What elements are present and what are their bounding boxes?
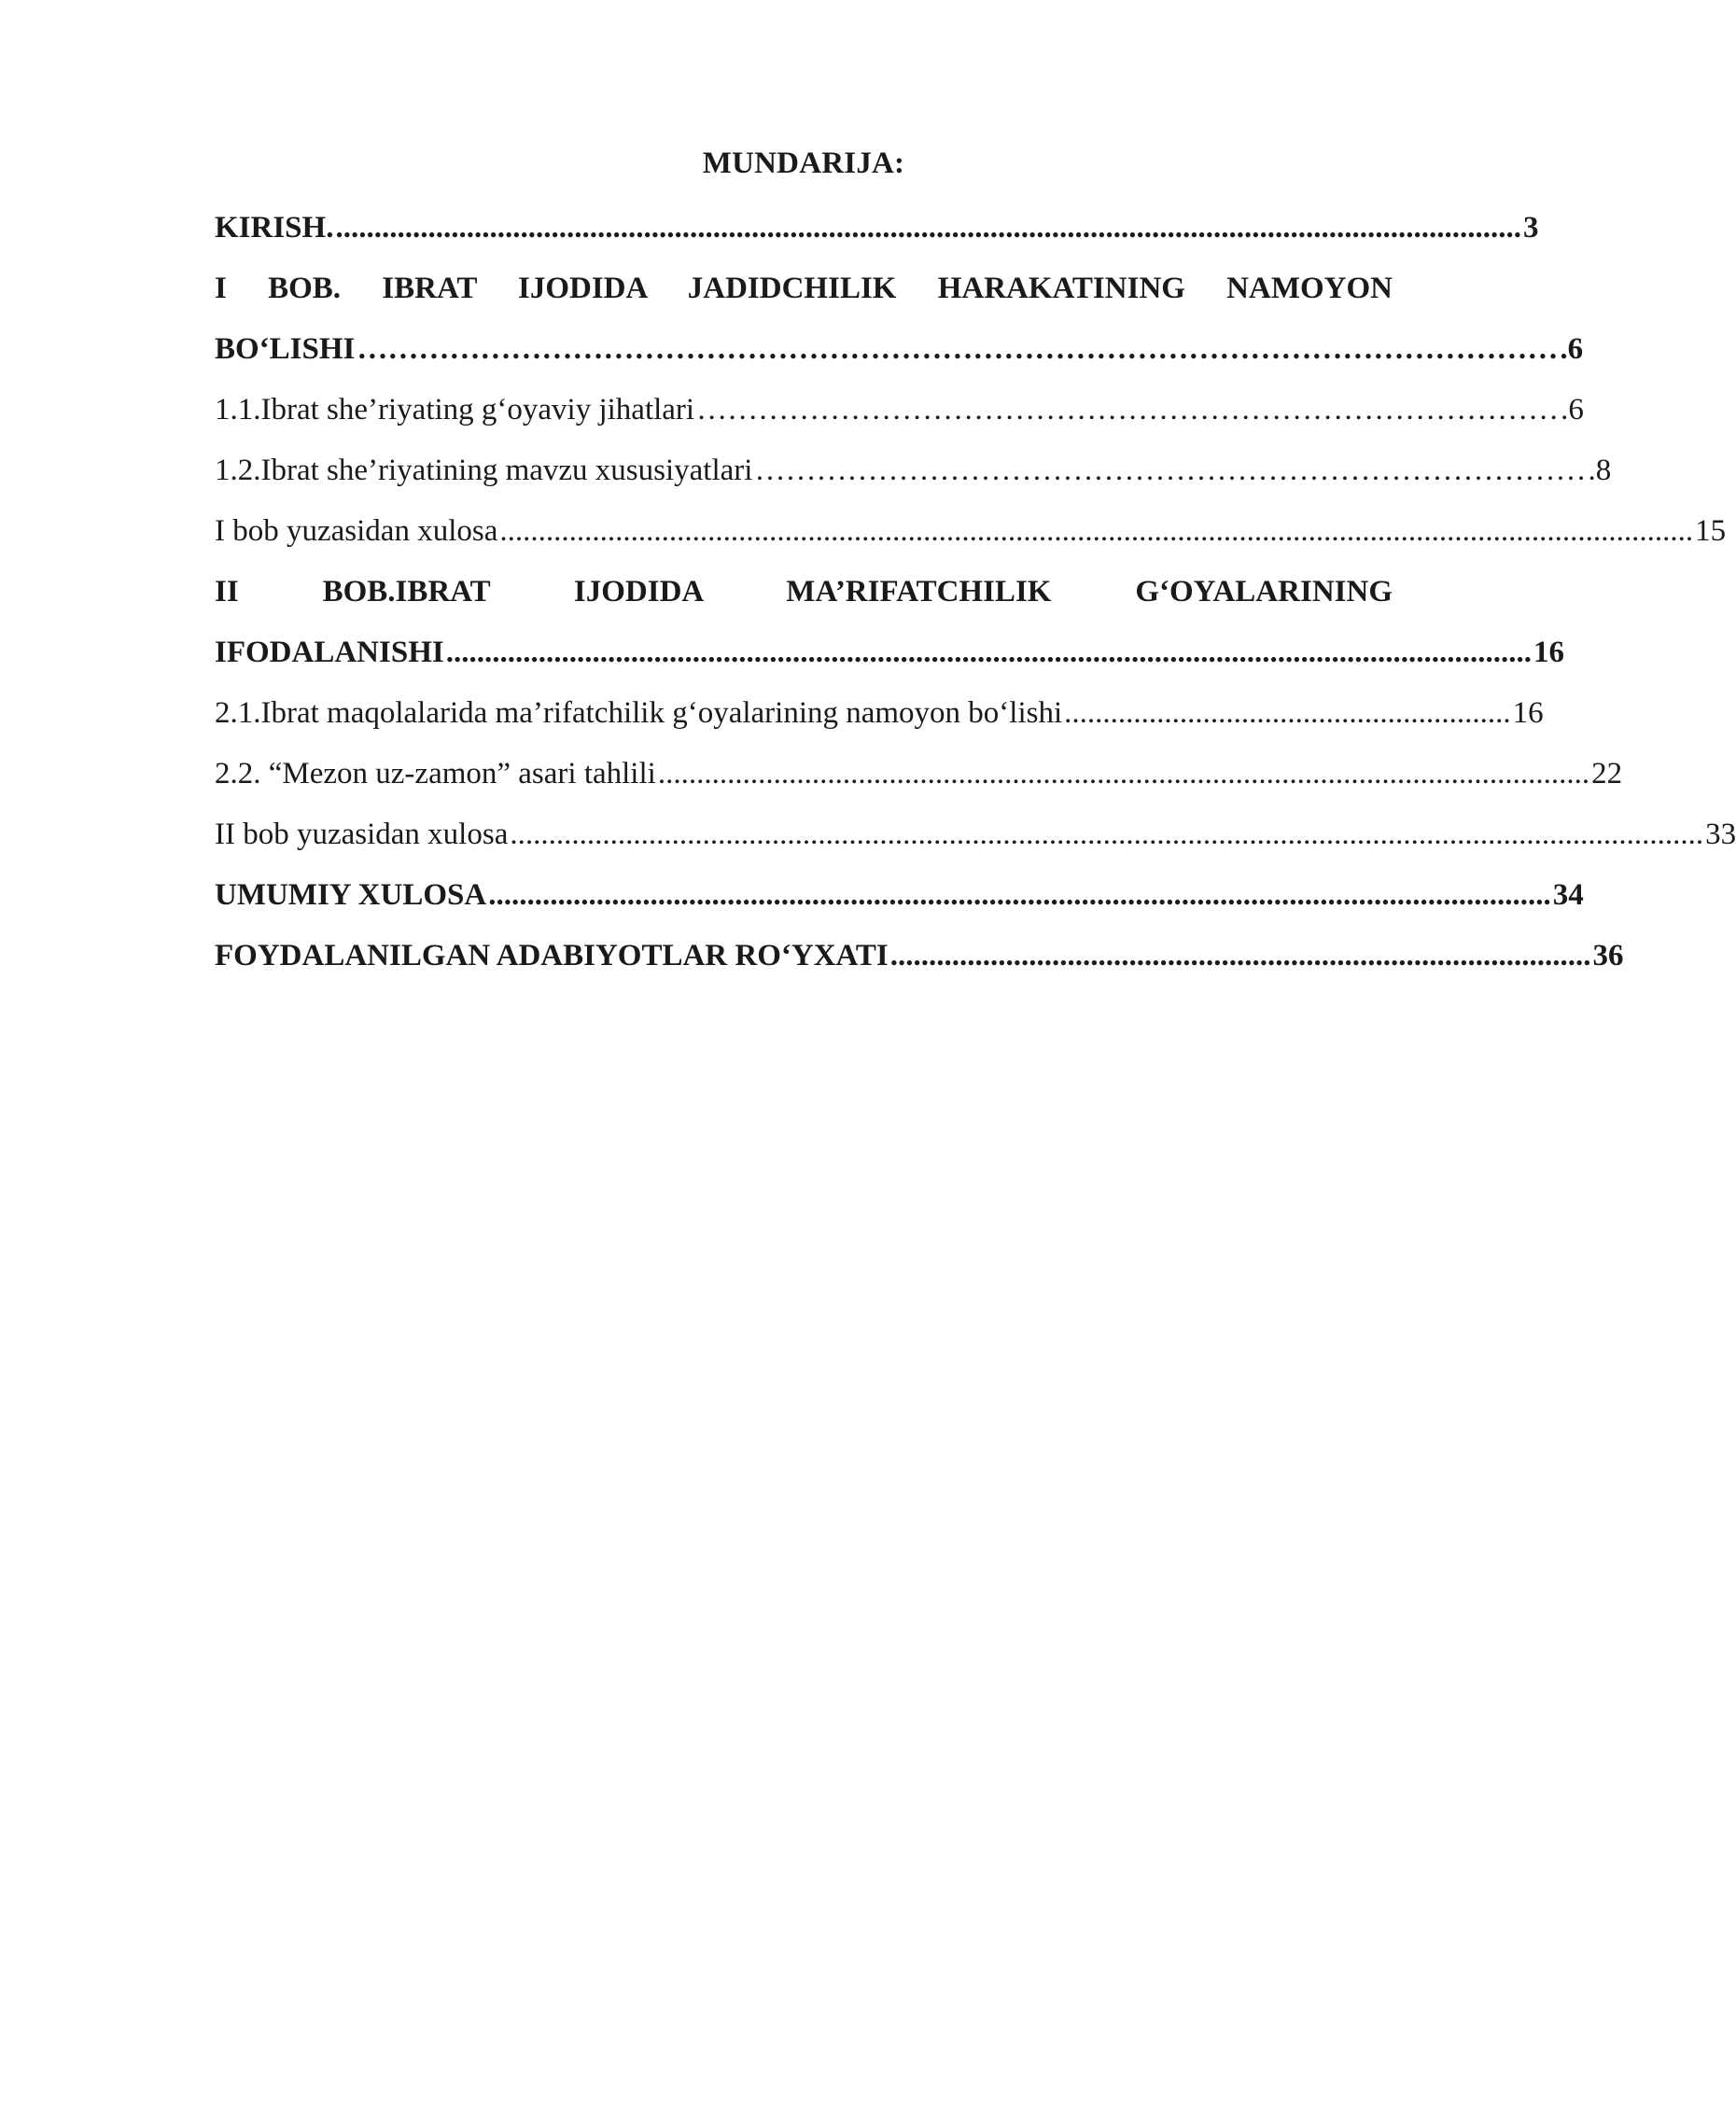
toc-entry[interactable]: [215, 926, 1624, 986]
toc-entry-label: IFODALANISHI: [215, 636, 444, 669]
toc-leader-dots: ..........................................................................................................................................: [488, 878, 1551, 912]
toc-entry[interactable]: [215, 501, 1727, 562]
toc-leader-dots: …………………………………………………………………………: [696, 393, 1560, 427]
toc-entry-label: FOYDALANILGAN ADABIYOTLAR RO‘YXATI: [215, 939, 889, 972]
toc-entry[interactable]: [215, 319, 1584, 380]
toc-entry[interactable]: [215, 804, 1736, 865]
toc-page-number: 16: [1512, 696, 1544, 730]
toc-entry-label: KIRISH.: [215, 211, 334, 245]
table-of-contents: [215, 198, 1736, 986]
toc-page-number: .6: [1561, 393, 1584, 427]
toc-leader-dots: .........................................................................................................................: [657, 757, 1590, 790]
toc-page-number: 3: [1522, 211, 1539, 245]
toc-entry[interactable]: [215, 259, 1393, 319]
toc-title: MUNDARIJA:: [702, 147, 905, 180]
toc-entry[interactable]: [215, 622, 1564, 683]
toc-leader-dots: ...........................................................................................................................................................: [510, 818, 1704, 851]
toc-page-number: 33: [1705, 818, 1736, 851]
toc-entry-label: II BOB.IBRAT IJODIDA MA’RIFATCHILIK G‘OYALARINING: [215, 575, 1393, 608]
toc-page-number: .8: [1588, 454, 1612, 487]
toc-entry-label: BO‘LISHI: [215, 332, 356, 366]
toc-entry-label: II bob yuzasidan xulosa: [215, 818, 509, 851]
toc-entry[interactable]: [215, 441, 1612, 501]
toc-entry-label: I bob yuzasidan xulosa: [215, 514, 498, 548]
toc-entry-label: 1.2.Ibrat she’riyatining mavzu xususiyatlari: [215, 454, 753, 487]
toc-page-number: 36: [1592, 939, 1624, 972]
toc-entry-label: 2.2. “Mezon uz-zamon” asari tahlili: [215, 757, 656, 790]
toc-page-number: .6: [1560, 332, 1584, 366]
toc-leader-dots: ..........................................................: [1064, 696, 1511, 730]
toc-page-number: 15: [1695, 514, 1727, 548]
toc-leader-dots: ...........................................................................................: [889, 939, 1591, 972]
toc-entry[interactable]: [215, 865, 1584, 926]
toc-entry-label: I BOB. IBRAT IJODIDA JADIDCHILIK HARAKATINING NAMOYON: [215, 272, 1393, 305]
toc-entry[interactable]: [215, 683, 1544, 744]
toc-page-number: 22: [1591, 757, 1623, 790]
toc-entry[interactable]: [215, 380, 1584, 441]
toc-page-number: 34: [1552, 878, 1584, 912]
toc-leader-dots: .............................................................................................................................................: [445, 636, 1532, 669]
toc-leader-dots: ...........................................................................................................................................................: [499, 514, 1694, 548]
toc-leader-dots: ………………………………………………………………………: [754, 454, 1587, 487]
toc-leader-dots: ………………………………………………………………………………………………………: [357, 332, 1559, 366]
toc-entry[interactable]: [215, 562, 1393, 622]
toc-entry-label: UMUMIY XULOSA: [215, 878, 487, 912]
toc-entry-label: 2.1.Ibrat maqolalarida ma’rifatchilik g‘oyalarining namoyon bo‘lishi: [215, 696, 1063, 730]
toc-leader-dots: ..........................................................................................................................................................: [335, 211, 1521, 245]
toc-entry[interactable]: [215, 198, 1539, 259]
toc-page-number: 16: [1533, 636, 1564, 669]
toc-entry-label: 1.1.Ibrat she’riyating g‘oyaviy jihatlari: [215, 393, 695, 427]
toc-entry[interactable]: [215, 744, 1623, 804]
